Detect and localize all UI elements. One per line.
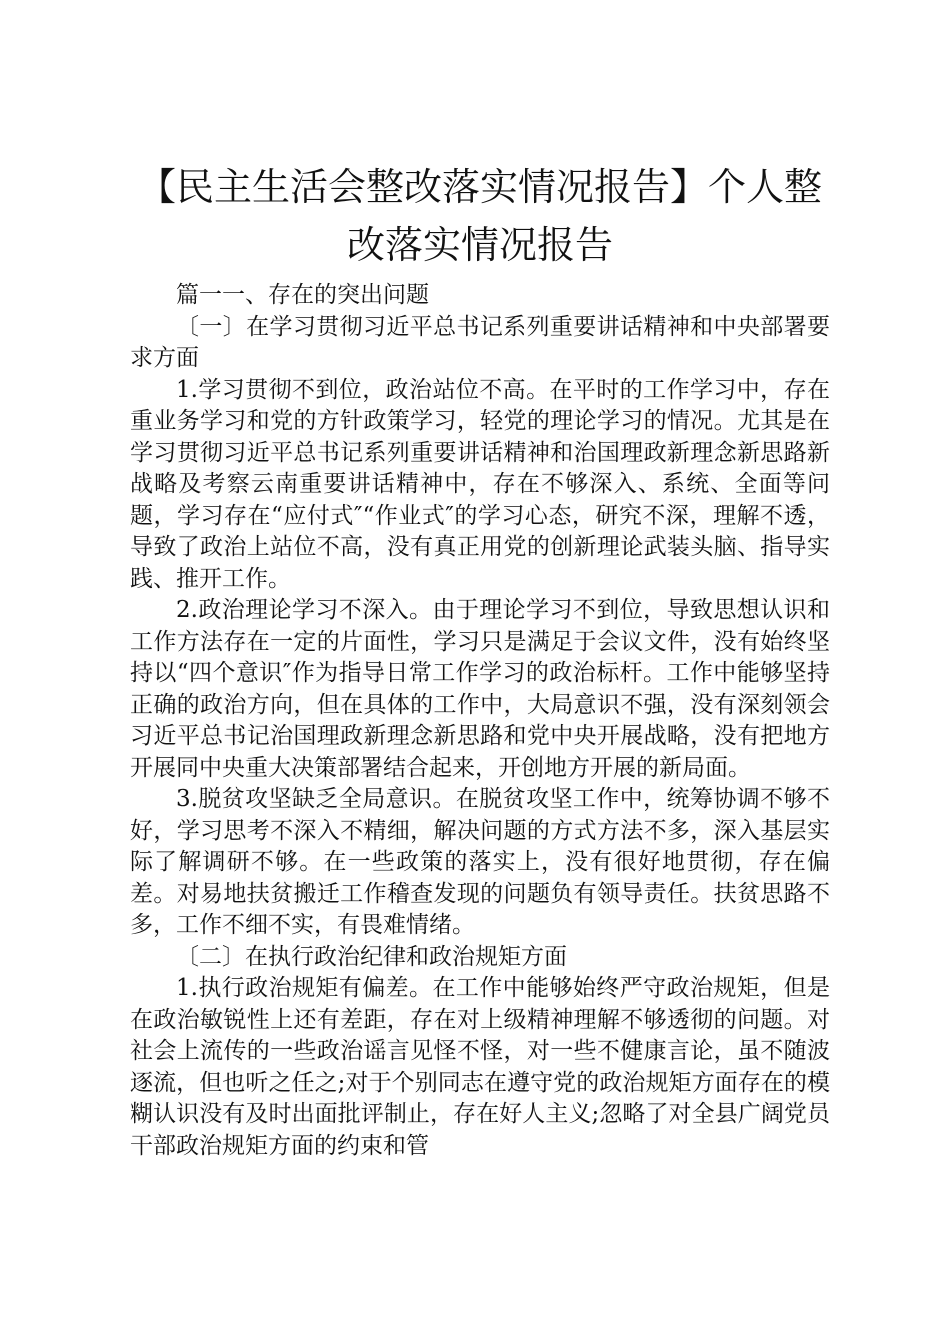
document-title: 【民主生活会整改落实情况报告】个人整改落实情况报告 xyxy=(137,165,822,267)
paragraph: 3.脱贫攻坚缺乏全局意识。在脱贫攻坚工作中，统筹协调不够不好，学习思考不深入不精细，解决问题的方式方法不多，深入基层实际了解调研不够。在一些政策的落实上，没有很好地贯彻，存在偏差。对易地扶贫搬迁工作稽查发现的问题负有领导责任。扶贫思路不多，工作不细不实，有畏难情绪。 xyxy=(130,786,830,938)
paragraph: 2.政治理论学习不深入。由于理论学习不到位，导致思想认识和工作方法存在一定的片面性，学习只是满足于会议文件，没有始终坚持以“四个意识″作为指导日常工作学习的政治标杆。工作中能够坚持正确的政治方向，但在具体的工作中，大局意识不强，没有深刻领会习近平总书记治国理政新理念新思路和党中央开展战略，没有把地方开展同中央重大决策部署结合起来，开创地方开展的新局面。 xyxy=(130,597,830,781)
paragraph-section-heading: 篇一一、存在的突出问题 xyxy=(176,282,429,308)
document-body xyxy=(130,280,830,1162)
paragraph-subsection-1: 〔一〕在学习贯彻习近平总书记系列重要讲话精神和中央部署要求方面 xyxy=(130,313,830,371)
paragraph: 1.执行政治规矩有偏差。在工作中能够始终严守政治规矩，但是在政治敏锐性上还有差距，存在对上级精神理解不够透彻的问题。对社会上流传的一些政治谣言见怪不怪，对一些不健康言论，虽不随波逐流，但也听之任之;对于个别同志在遵守党的政治规矩方面存在的模糊认识没有及时出面批评制止，存在好人主义;忽略了对全县广阔党员干部政治规矩方面的约束和管 xyxy=(130,975,830,1159)
document-page xyxy=(130,158,830,1162)
paragraph: 1.学习贯彻不到位，政治站位不高。在平时的工作学习中，存在重业务学习和党的方针政策学习，轻党的理论学习的情况。尤其是在学习贯彻习近平总书记系列重要讲话精神和治国理政新理念新思路新战略及考察云南重要讲话精神中，存在不够深入、系统、全面等问题，学习存在“应付式″“作业式″的学习心态，研究不深，理解不透，导致了政治上站位不高，没有真正用党的创新理论武装头脑、指导实践、推开工作。 xyxy=(130,376,830,592)
paragraph-subsection-2: 〔二〕在执行政治纪律和政治规矩方面 xyxy=(176,943,567,970)
